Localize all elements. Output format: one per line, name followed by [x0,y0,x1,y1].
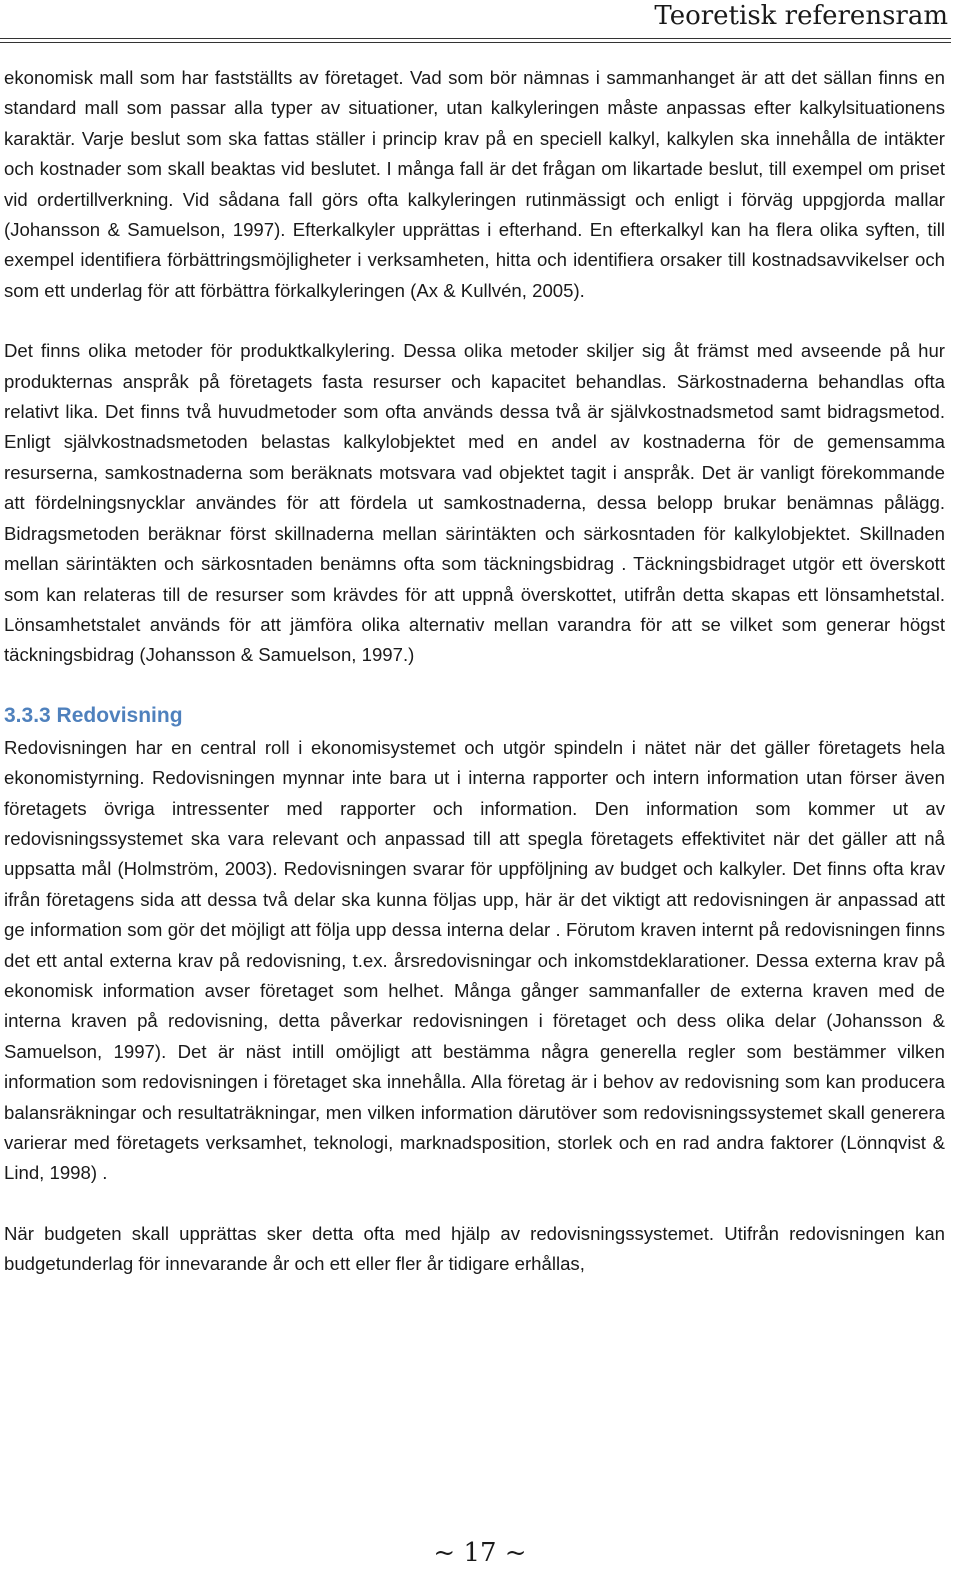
page-body [4,63,945,1280]
page-header [0,0,960,44]
running-header-title: Teoretisk referensram [654,1,948,31]
paragraph-spacer [4,306,945,336]
paragraph-budget: När budgeten skall upprättas sker detta ofta med hjälp av redovisningssystemet. Utifrån redovisningen kan budgetunderlag för innevarande år och ett eller fler år tidigare erhållas, [4,1222,945,1275]
paragraph-spacer [4,1189,945,1219]
paragraph-redovisning: Redovisningen har en central roll i ekonomisystemet och utgör spindeln i nätet när det gäller företagets hela ekonomistyrning. Redovisningen mynnar inte bara ut i interna rapporter och intern information utan förser även företagets övriga intressenter med rapporter och information. Den information som kommer ut av redovisningssystemet ska vara relevant och anpassad till att spegla företagets effektivitet när det gäller att nå uppsatta mål (Holmström, 2003). Redovisningen svarar för uppföljning av budget och kalkyler. Det finns ofta krav ifrån företagens sida att dessa två delar ska kunna följas upp, här är det viktigt att redovisningen är anpassad att ge information som gör det möjligt att följa upp dessa interna delar . Förutom kraven internt på redovisningen finns det ett antal externa krav på redovisning, t.ex. årsredovisningar och inkomstdeklarationer. Dessa externa krav på ekonomisk information avser företaget som helhet. Många gånger sammanfaller de externa kraven med de interna kraven på redovisning, detta påverkar redovisningen i företaget och dess olika delar (Johansson & Samuelson, 1997). Det är näst intill omöjligt att bestämma några generella regler som bestämmer vilken information som redovisningen i företaget ska innehålla. Alla företag är i behov av redovisning som kan producera balansräkningar och resultaträkningar, men vilken information därutöver som redovisningssystemet skall generera varierar med företagets verksamhet, teknologi, marknadsposition, storlek och en rad andra faktorer (Lönnqvist & Lind, 1998) . [4,736,945,1184]
paragraph-kalkyler: ekonomisk mall som har fastställts av företaget. Vad som bör nämnas i sammanhanget är att det sällan finns en standard mall som passar alla typer av situationer, utan kalkyleringen måste anpassas efter kalkylsituationens karaktär. Varje beslut som ska fattas ställer i princip krav på en speciell kalkyl, kalkylen ska innehålla de intäkter och kostnader som skall beaktas vid beslutet. I många fall är det frågan om likartade beslut, till exempel om priset vid ordertillverkning. Vid sådana fall görs ofta kalkyleringen rutinmässigt och enligt i förväg uppgjorda mallar (Johansson & Samuelson, 1997). Efterkalkyler upprättas i efterhand. En efterkalkyl kan ha flera olika syften, till exempel identifiera förbättringsmöjligheter i verksamheten, hitta och identifiera orsaker till kostnadsavvikelser och som ett underlag för att förbättra förkalkyleringen (Ax & Kullvén, 2005). [4,67,945,301]
header-rule [0,38,951,43]
paragraph-spacer [4,671,945,701]
section-heading-redovisning: 3.3.3 Redovisning [4,703,183,727]
page-number: ~ 17 ~ [433,1538,527,1568]
paragraph-produktkalkylering: Det finns olika metoder för produktkalkylering. Dessa olika metoder skiljer sig åt främst med avseende på hur produkternas anspråk på företagets fasta resurser och kapacitet behandlas. Särkostnaderna behandlas ofta relativt lika. Det finns två huvudmetoder som ofta används dessa två är självkostnadsmetod samt bidragsmetod. Enligt självkostnadsmetoden belastas kalkylobjektet med en andel av kostnaderna för de gemensamma resurserna, samkostnaderna som beräknats motsvara vad objektet tagit i anspråk. Det är vanligt förekommande att fördelningsnycklar användes för att fördela ut samkostnaderna, dessa belopp brukar benämnas pålägg. Bidragsmetoden beräknar först skillnaderna mellan särintäkten och särkosntaden för kalkylobjektet. Skillnaden mellan särintäkten och särkosntaden benämns ofta som täckningsbidrag . Täckningsbidraget utgör ett överskott som kan relateras till de resurser som krävdes för att uppnå överskottet, utifrån detta skapas ett lönsamhetstal. Lönsamhetstalet används för att jämföra olika alternativ mellan varandra för att se vilket som generar högst täckningsbidrag (Johansson & Samuelson, 1997.) [4,340,945,666]
